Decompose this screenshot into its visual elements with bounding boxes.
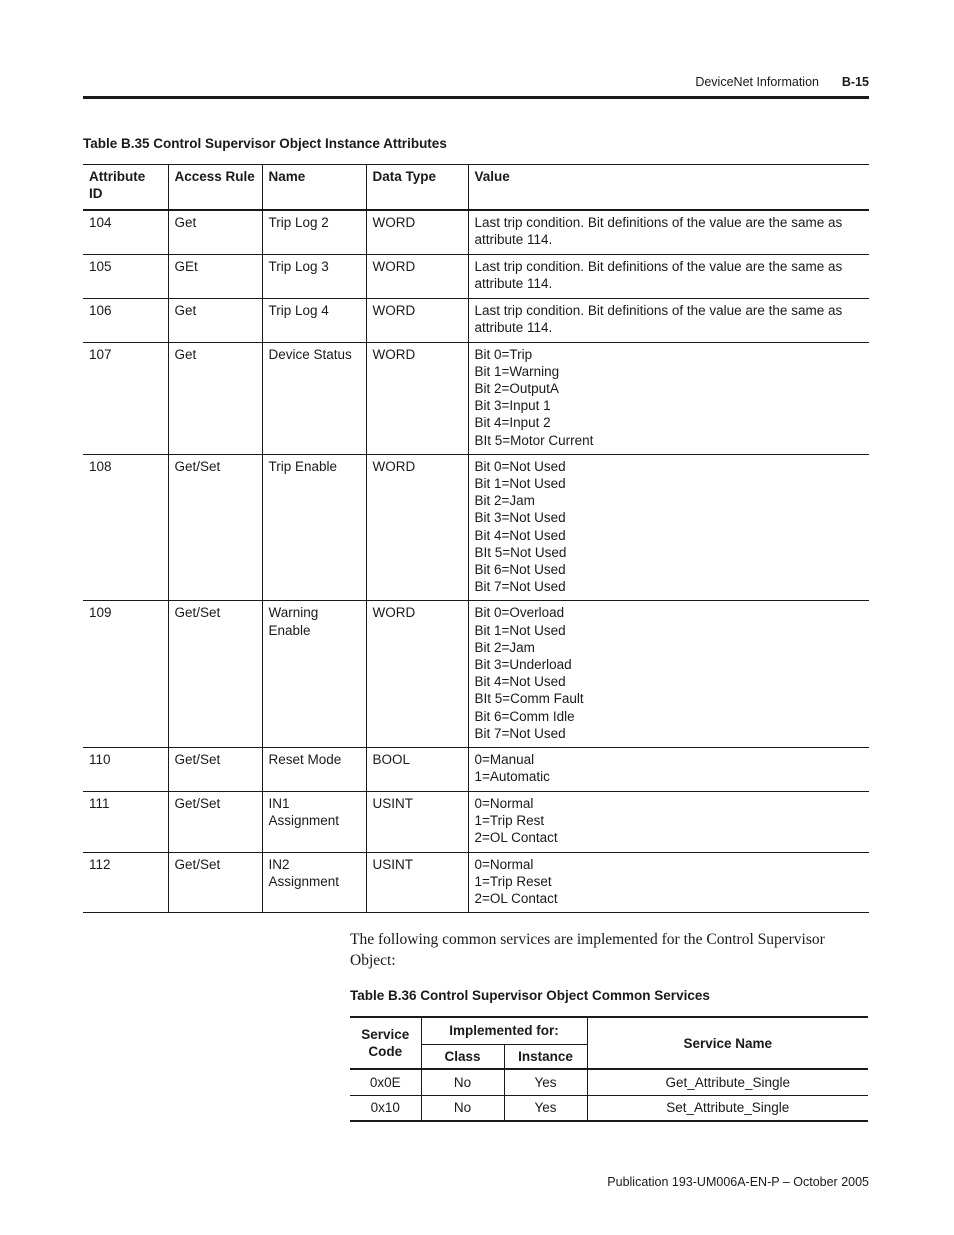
header-attribute-id: Attribute ID [89, 169, 146, 202]
running-header [83, 73, 869, 91]
table-row [83, 254, 869, 298]
cell-class: No [421, 1095, 504, 1121]
cell-value: Last trip condition. Bit definitions of the value are the same as attribute 114. [468, 254, 869, 298]
table-row [83, 852, 869, 913]
table-row [83, 747, 869, 791]
header-implemented-for: Implemented for: [421, 1017, 587, 1044]
section-name: DeviceNet Information [695, 75, 819, 89]
cell-service-name: Get_Attribute_Single [587, 1069, 868, 1095]
services-intro-paragraph: The following common services are implemented for the Control Supervisor Object: [350, 931, 825, 969]
header-data-type: Data Type [366, 165, 468, 211]
cell-name: Trip Log 4 [262, 298, 366, 342]
cell-name: Warning Enable [262, 601, 366, 748]
cell-access-rule: Get [168, 342, 262, 454]
cell-name: Trip Log 2 [262, 210, 366, 254]
cell-value: Bit 0=Overload Bit 1=Not Used Bit 2=Jam Bit 3=Underload Bit 4=Not Used BIt 5=Comm Fault Bit 6=Comm Idle Bit 7=Not Used [468, 601, 869, 748]
cell-data-type: BOOL [366, 747, 468, 791]
cell-access-rule: Get [168, 210, 262, 254]
cell-value: 0=Manual 1=Automatic [468, 747, 869, 791]
control-supervisor-attributes-table [83, 164, 869, 913]
cell-class: No [421, 1069, 504, 1095]
cell-data-type: WORD [366, 298, 468, 342]
cell-service-code: 0x0E [369, 1074, 401, 1090]
cell-service-name: Set_Attribute_Single [587, 1095, 868, 1121]
table-row [83, 454, 869, 601]
cell-name: Trip Log 3 [262, 254, 366, 298]
cell-attribute-id: 104 [89, 215, 112, 230]
cell-value: Last trip condition. Bit definitions of the value are the same as attribute 114. [468, 298, 869, 342]
cell-value: Bit 0=Not Used Bit 1=Not Used Bit 2=Jam Bit 3=Not Used Bit 4=Not Used BIt 5=Not Used Bit 6=Not Used Bit 7=Not Used [468, 454, 869, 601]
cell-instance: Yes [504, 1095, 587, 1121]
cell-data-type: USINT [366, 791, 468, 852]
header-class: Class [421, 1044, 504, 1069]
cell-data-type: WORD [366, 210, 468, 254]
cell-name: Trip Enable [262, 454, 366, 601]
cell-value: 0=Normal 1=Trip Reset 2=OL Contact [468, 852, 869, 913]
cell-name: Reset Mode [262, 747, 366, 791]
publication-footer: Publication 193-UM006A-EN-P – October 2005 [607, 1175, 869, 1189]
header-service-code: Service Code [361, 1027, 410, 1059]
cell-attribute-id: 110 [89, 751, 111, 767]
header-name: Name [262, 165, 366, 211]
table-header-row [83, 165, 869, 211]
table-row [83, 210, 869, 254]
cell-name: IN2 Assignment [262, 852, 366, 913]
cell-attribute-id: 112 [89, 856, 111, 872]
table-row [350, 1069, 868, 1095]
cell-service-code: 0x10 [370, 1100, 400, 1116]
header-access-rule: Access Rule [168, 165, 262, 211]
cell-value: Last trip condition. Bit definitions of the value are the same as attribute 114. [468, 210, 869, 254]
cell-data-type: USINT [366, 852, 468, 913]
cell-access-rule: Get [168, 298, 262, 342]
table-row [83, 342, 869, 454]
cell-data-type: WORD [366, 601, 468, 748]
page-number: B-15 [841, 75, 869, 89]
table-b36-caption: Table B.36 Control Supervisor Object Common Services [350, 988, 710, 1003]
cell-name: IN1 Assignment [262, 791, 366, 852]
cell-data-type: WORD [366, 454, 468, 601]
cell-access-rule: Get/Set [168, 454, 262, 601]
cell-name: Device Status [262, 342, 366, 454]
cell-access-rule: Get/Set [168, 601, 262, 748]
cell-attribute-id: 109 [89, 605, 112, 621]
table-b35-caption: Table B.35 Control Supervisor Object Instance Attributes [83, 136, 447, 151]
common-services-table [350, 1016, 868, 1122]
table-row [83, 791, 869, 852]
cell-attribute-id: 106 [89, 302, 112, 318]
header-value: Value [468, 165, 869, 211]
header-rule [83, 96, 869, 99]
table-row [83, 601, 869, 748]
cell-data-type: WORD [366, 254, 468, 298]
cell-access-rule: Get/Set [168, 852, 262, 913]
cell-access-rule: Get/Set [168, 791, 262, 852]
cell-data-type: WORD [366, 342, 468, 454]
table-row [350, 1095, 868, 1121]
cell-attribute-id: 105 [89, 258, 112, 274]
header-instance: Instance [504, 1044, 587, 1069]
cell-attribute-id: 107 [89, 346, 112, 362]
header-service-name: Service Name [587, 1017, 868, 1069]
cell-instance: Yes [504, 1069, 587, 1095]
cell-attribute-id: 108 [89, 458, 112, 474]
cell-attribute-id: 111 [89, 795, 110, 811]
table-row [83, 298, 869, 342]
cell-access-rule: Get/Set [168, 747, 262, 791]
cell-value: Bit 0=Trip Bit 1=Warning Bit 2=OutputA Bit 3=Input 1 Bit 4=Input 2 BIt 5=Motor Current [468, 342, 869, 454]
cell-value: 0=Normal 1=Trip Rest 2=OL Contact [468, 791, 869, 852]
cell-access-rule: GEt [168, 254, 262, 298]
